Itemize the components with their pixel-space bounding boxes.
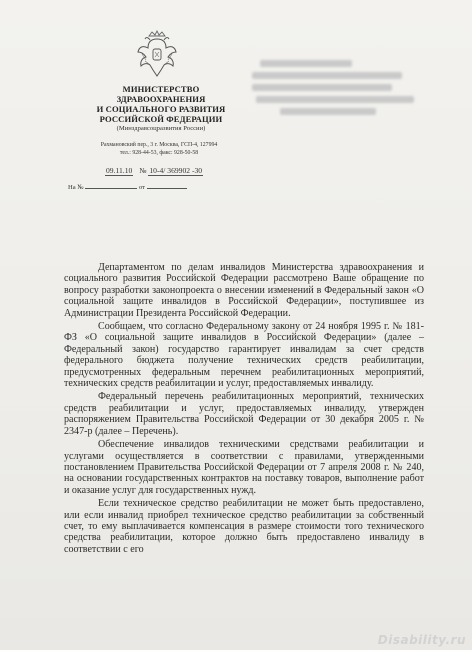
registration-number-sign: №: [139, 166, 147, 175]
phone-fax-line: тел.: 928-44-53, факс: 928-50-58: [119, 149, 199, 156]
registration-line: [105, 166, 203, 175]
ministry-line-1: МИНИСТЕРСТВО: [122, 84, 200, 94]
site-watermark: Disability.ru: [377, 633, 466, 647]
redacted-addressee: [250, 58, 418, 118]
coat-of-arms-emblem-icon: [136, 30, 178, 80]
reference-label: На №: [68, 184, 84, 191]
reference-from-label: от: [138, 184, 146, 191]
address-line: Рахмановский пер., 3 г. Москва, ГСП-4, 127994: [100, 142, 218, 148]
body-paragraph-1: Департаментом по делам инвалидов Министерства здравоохранения и социального развития Российской Федерации рассмотрено Ваше обращение по вопросу разработки законопроекта о внесении изменений в Федеральный закон «О социальной защите инвалидов в Российской Федерации», поступившее из Администрации Президента Российской Федерации.: [64, 262, 424, 319]
letter-body: [64, 262, 424, 557]
registration-date: 09.11.10: [106, 166, 133, 175]
body-paragraph-4: Обеспечение инвалидов техническими средствами реабилитации и услугами осуществляется в соответствии с правилами, утвержденными постановлением Правительства Российской Федерации от 7 апреля 2008 г. № 240, на основании государственных контрактов на поставку товаров, выполнение работ и оказание услуг для государственных нужд.: [64, 439, 424, 496]
reference-number-blank: [85, 188, 137, 189]
ministry-line-2: ЗДРАВООХРАНЕНИЯ: [116, 94, 206, 104]
reference-line: [68, 184, 187, 191]
body-paragraph-3: Федеральный перечень реабилитационных мероприятий, технических средств реабилитации и услуг, предоставляемых инвалиду, утвержден распоряжением Правительства Российской Федерации от 30 декабря 2005 г. № 2347-р (далее – Перечень).: [64, 391, 424, 437]
address-block: [64, 142, 254, 157]
body-paragraph-2: Сообщаем, что согласно Федеральному закону от 24 ноября 1995 г. № 181-ФЗ «О социальной защите инвалидов в Российской Федерации» (далее – Федеральный закон) государство гарантирует инвалидам за счет средств федерального бюджета получение технических средств реабилитации, предусмотренных федеральным перечнем реабилитационных мероприятий, технических средств реабилитации и услуг, предоставляемых инвалиду.: [64, 321, 424, 390]
ministry-line-3: И СОЦИАЛЬНОГО РАЗВИТИЯ: [96, 104, 226, 114]
registration-number: 10-4/ 369902 -30: [149, 166, 203, 175]
ministry-name-block: [78, 84, 244, 133]
ministry-line-4: РОССИЙСКОЙ ФЕДЕРАЦИИ: [99, 114, 223, 124]
reference-date-blank: [147, 188, 187, 189]
ministry-short-name: (Минздравсоцразвития России): [116, 125, 206, 132]
body-paragraph-5: Если техническое средство реабилитации не может быть предоставлено, или если инвалид приобрел техническое средство реабилитации за собственный счет, то ему выплачивается компенсация в размере стоимости того технического средства реабилитации, которое должно быть предоставлено инвалиду в соответствии с его: [64, 498, 424, 555]
